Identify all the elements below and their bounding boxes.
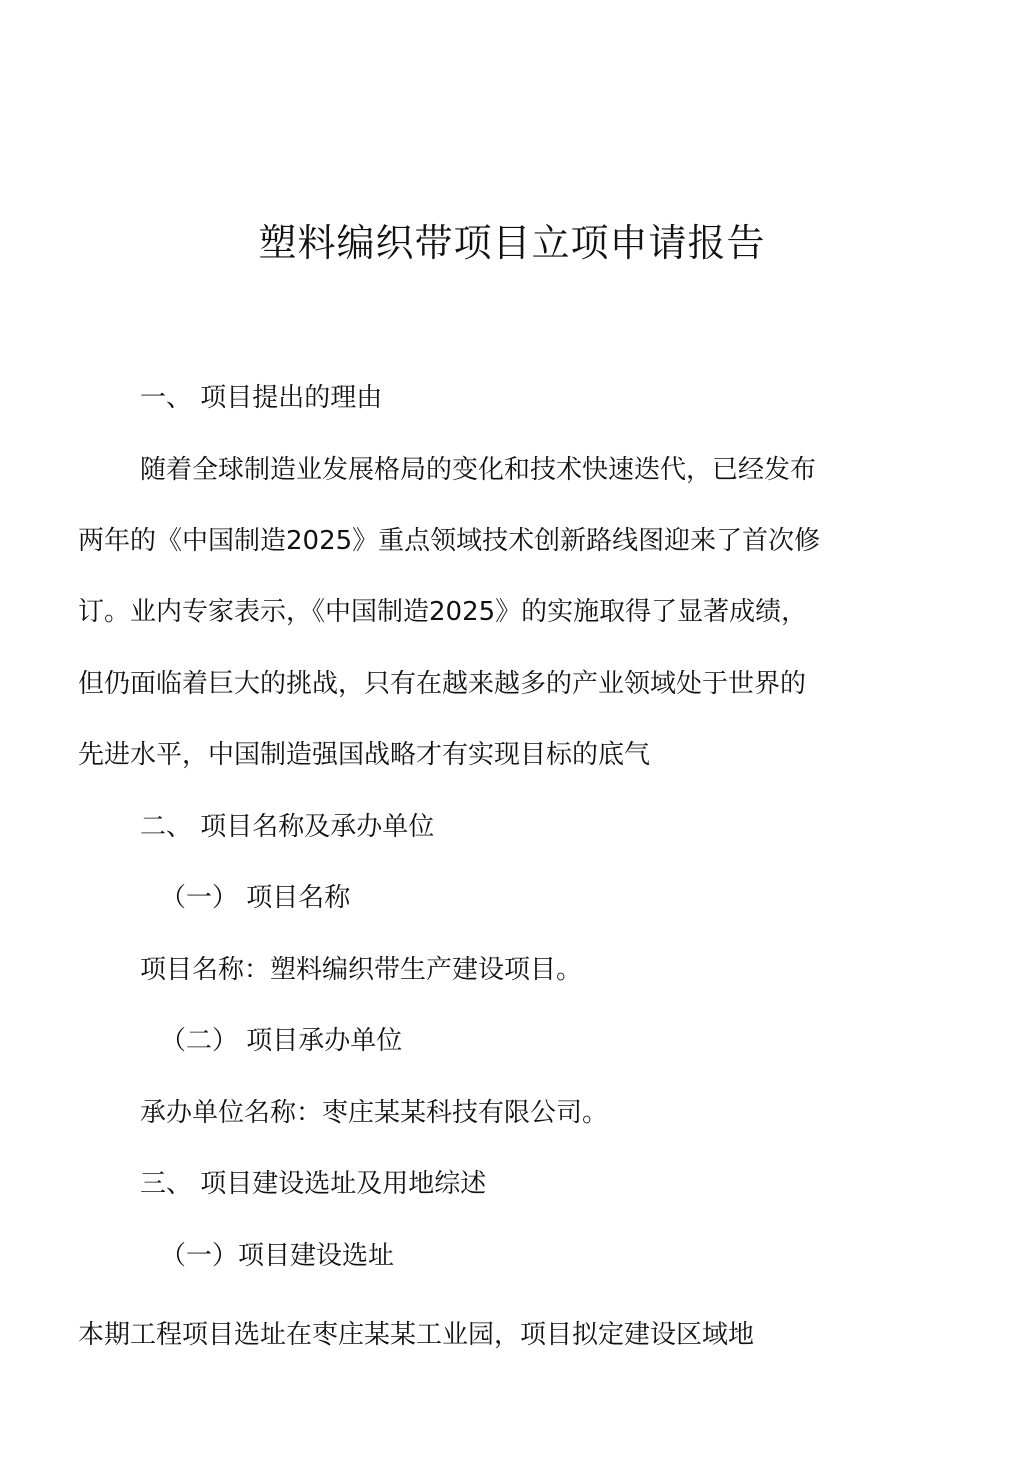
project-name-text: 项目名称：塑料编织带生产建设项目。: [140, 955, 583, 985]
paragraph-line: 但仍面临着巨大的挑战，只有在越来越多的产业领域处于世界的: [78, 669, 807, 699]
section-3-sub-1-heading: （一）项目建设选址: [160, 1241, 395, 1271]
section-3-heading: 三、 项目建设选址及用地综述: [140, 1169, 487, 1199]
paragraph-line: 订。业内专家表示，《中国制造2025》的实施取得了显著成绩，: [78, 597, 808, 627]
document-title: 塑料编织带项目立项申请报告: [258, 221, 766, 265]
site-text: 本期工程项目选址在枣庄某某工业园，项目拟定建设区域地: [78, 1320, 755, 1350]
organizer-text: 承办单位名称：枣庄某某科技有限公司。: [140, 1098, 609, 1128]
section-1-heading: 一、 项目提出的理由: [140, 383, 383, 413]
section-2-heading: 二、 项目名称及承办单位: [140, 812, 435, 842]
paragraph-line: 两年的《中国制造2025》重点领域技术创新路线图迎来了首次修: [78, 526, 821, 556]
section-2-sub-2-heading: （二） 项目承办单位: [160, 1026, 403, 1056]
paragraph-line: 随着全球制造业发展格局的变化和技术快速迭代，已经发布: [140, 455, 817, 485]
paragraph-line: 先进水平，中国制造强国战略才有实现目标的底气: [78, 740, 651, 770]
section-2-sub-1-heading: （一） 项目名称: [160, 883, 351, 913]
